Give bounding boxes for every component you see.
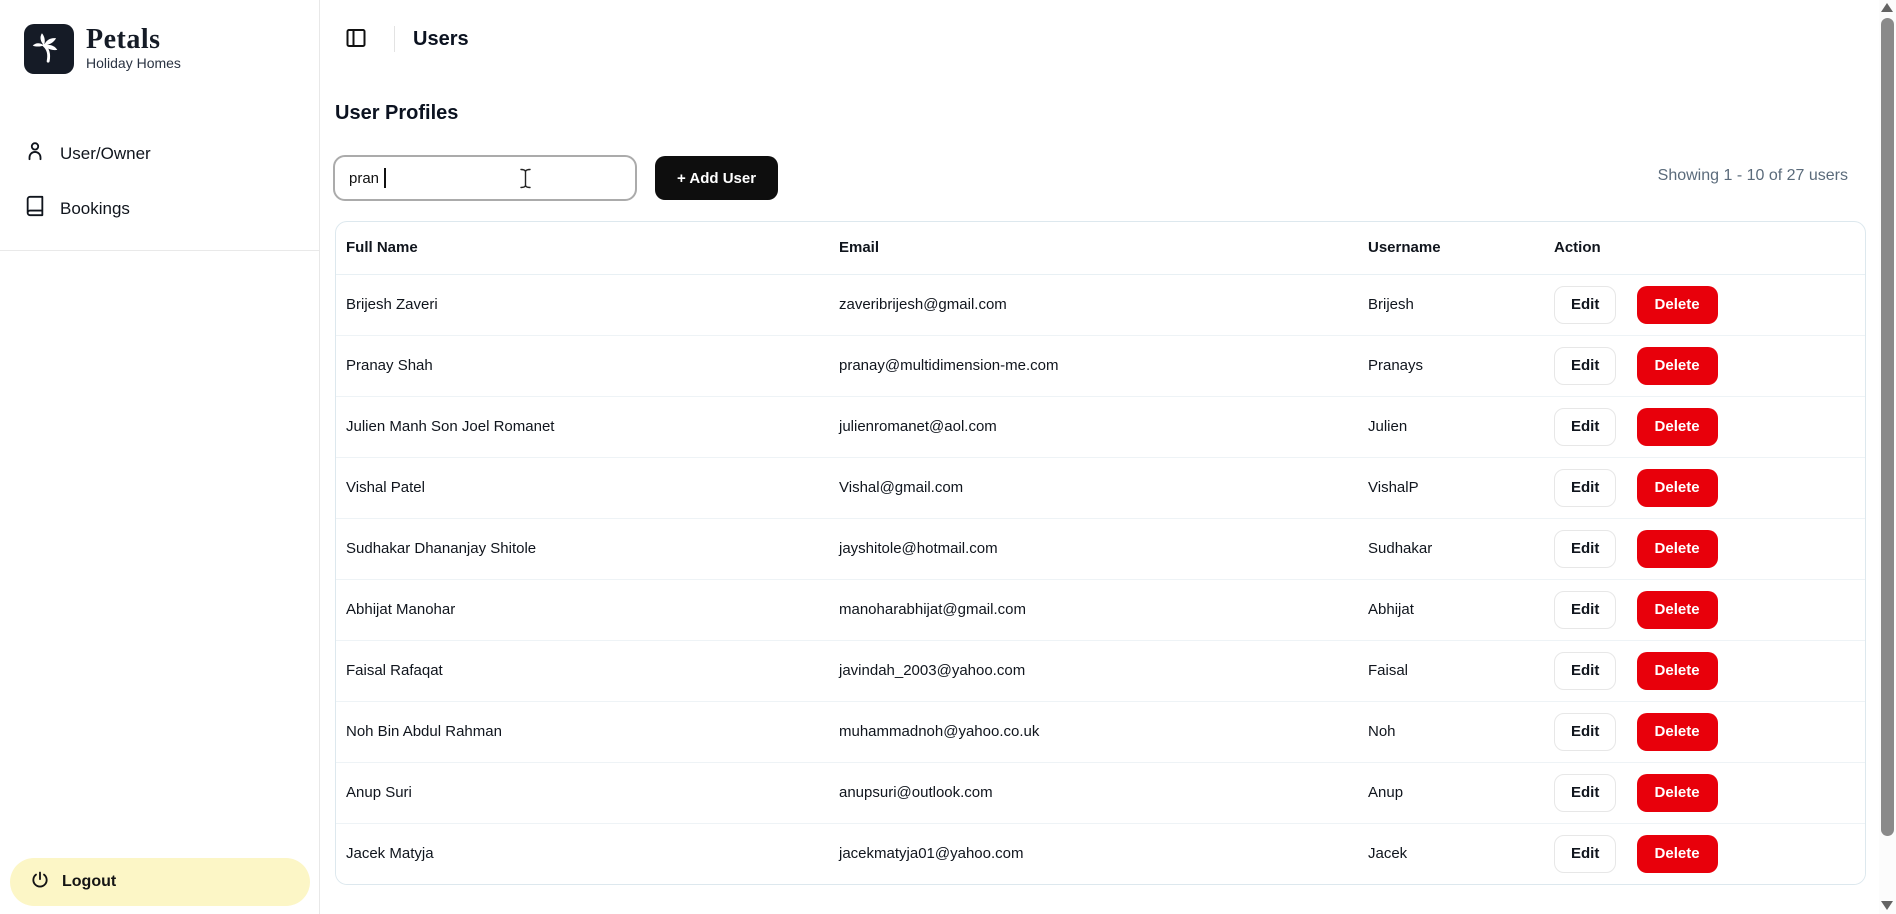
cell-full-name: Brijesh Zaveri [336,274,829,335]
user-table-body [336,274,1866,884]
logout-button[interactable] [10,858,310,906]
cell-username: VishalP [1358,457,1544,518]
sidebar-item-label: Bookings [60,198,130,218]
table-row [336,457,1866,518]
delete-button[interactable]: Delete [1637,286,1718,324]
cell-full-name: Sudhakar Dhananjay Shitole [336,518,829,579]
topbar-divider [394,26,395,52]
scroll-up-arrow-icon[interactable] [1881,3,1893,12]
topbar [320,0,1880,78]
cell-full-name: Abhijat Manohar [336,579,829,640]
sidebar-item-user-owner[interactable] [0,126,319,181]
ibeam-cursor-icon [519,168,532,194]
text-caret [384,168,386,188]
table-row [336,396,1866,457]
cell-action [1544,274,1866,335]
table-row [336,274,1866,335]
cell-action [1544,701,1866,762]
table-row [336,518,1866,579]
cell-email: manoharabhijat@gmail.com [829,579,1358,640]
palm-tree-icon [29,27,69,72]
cell-email: anupsuri@outlook.com [829,762,1358,823]
cell-full-name: Jacek Matyja [336,823,829,884]
logout-label: Logout [62,873,117,890]
scrollbar-thumb[interactable] [1881,18,1894,836]
edit-button[interactable]: Edit [1554,347,1616,385]
cell-email: pranay@multidimension-me.com [829,335,1358,396]
table-row [336,762,1866,823]
cell-email: muhammadnoh@yahoo.co.uk [829,701,1358,762]
cell-full-name: Noh Bin Abdul Rahman [336,701,829,762]
edit-button[interactable]: Edit [1554,774,1616,812]
brand-logo [24,24,74,74]
cell-full-name: Faisal Rafaqat [336,640,829,701]
page-title: Users [413,27,469,50]
table-row [336,579,1866,640]
section-title: User Profiles [335,102,459,124]
edit-button[interactable]: Edit [1554,530,1616,568]
table-row [336,701,1866,762]
vertical-scrollbar[interactable] [1879,0,1896,914]
cell-username: Anup [1358,762,1544,823]
cell-username: Noh [1358,701,1544,762]
sidebar [0,0,320,914]
controls-row [333,155,1880,201]
edit-button[interactable]: Edit [1554,835,1616,873]
book-icon [24,195,46,222]
delete-button[interactable]: Delete [1637,713,1718,751]
cell-username: Pranays [1358,335,1544,396]
table-row [336,335,1866,396]
cell-username: Sudhakar [1358,518,1544,579]
search-box [333,155,637,201]
cell-action [1544,335,1866,396]
brand-text [86,24,181,71]
cell-email: Vishal@gmail.com [829,457,1358,518]
user-icon [24,140,46,167]
table-header [336,222,1866,274]
column-header-username: Username [1358,222,1544,274]
delete-button[interactable]: Delete [1637,408,1718,446]
edit-button[interactable]: Edit [1554,469,1616,507]
cell-action [1544,579,1866,640]
cell-email: javindah_2003@yahoo.com [829,640,1358,701]
cell-full-name: Anup Suri [336,762,829,823]
cell-email: jayshitole@hotmail.com [829,518,1358,579]
delete-button[interactable]: Delete [1637,469,1718,507]
delete-button[interactable]: Delete [1637,530,1718,568]
sidebar-item-label: User/Owner [60,143,151,163]
column-header-action: Action [1544,222,1866,274]
scroll-down-arrow-icon[interactable] [1881,901,1893,910]
cell-email: jacekmatyja01@yahoo.com [829,823,1358,884]
brand-title: Petals [86,24,161,55]
delete-button[interactable]: Delete [1637,652,1718,690]
showing-count: Showing 1 - 10 of 27 users [1657,167,1848,184]
power-icon [30,870,50,895]
column-header-email: Email [829,222,1358,274]
cell-action [1544,396,1866,457]
cell-action [1544,640,1866,701]
cell-email: julienromanet@aol.com [829,396,1358,457]
sidebar-divider [0,250,319,251]
edit-button[interactable]: Edit [1554,591,1616,629]
cell-full-name: Julien Manh Son Joel Romanet [336,396,829,457]
edit-button[interactable]: Edit [1554,286,1616,324]
cell-username: Faisal [1358,640,1544,701]
cell-action [1544,457,1866,518]
cell-username: Jacek [1358,823,1544,884]
cell-full-name: Vishal Patel [336,457,829,518]
brand [0,0,319,84]
cell-full-name: Pranay Shah [336,335,829,396]
edit-button[interactable]: Edit [1554,713,1616,751]
column-header-full-name: Full Name [336,222,829,274]
cell-action [1544,823,1866,884]
cell-action [1544,518,1866,579]
table-row [336,823,1866,884]
cell-username: Julien [1358,396,1544,457]
edit-button[interactable]: Edit [1554,652,1616,690]
cell-username: Brijesh [1358,274,1544,335]
brand-subtitle: Holiday Homes [86,55,181,71]
delete-button[interactable]: Delete [1637,774,1718,812]
sidebar-toggle-button[interactable] [340,22,372,57]
add-user-button[interactable]: + Add User [655,156,778,200]
cell-username: Abhijat [1358,579,1544,640]
delete-button[interactable]: Delete [1637,347,1718,385]
cell-email: zaveribrijesh@gmail.com [829,274,1358,335]
main-content [320,0,1880,914]
sidebar-nav [0,126,319,251]
panel-left-icon [344,26,368,53]
users-table [335,221,1866,885]
edit-button[interactable]: Edit [1554,408,1616,446]
sidebar-item-bookings[interactable] [0,181,319,236]
delete-button[interactable]: Delete [1637,591,1718,629]
delete-button[interactable]: Delete [1637,835,1718,873]
search-input[interactable] [333,155,637,201]
cell-action [1544,762,1866,823]
table-row [336,640,1866,701]
